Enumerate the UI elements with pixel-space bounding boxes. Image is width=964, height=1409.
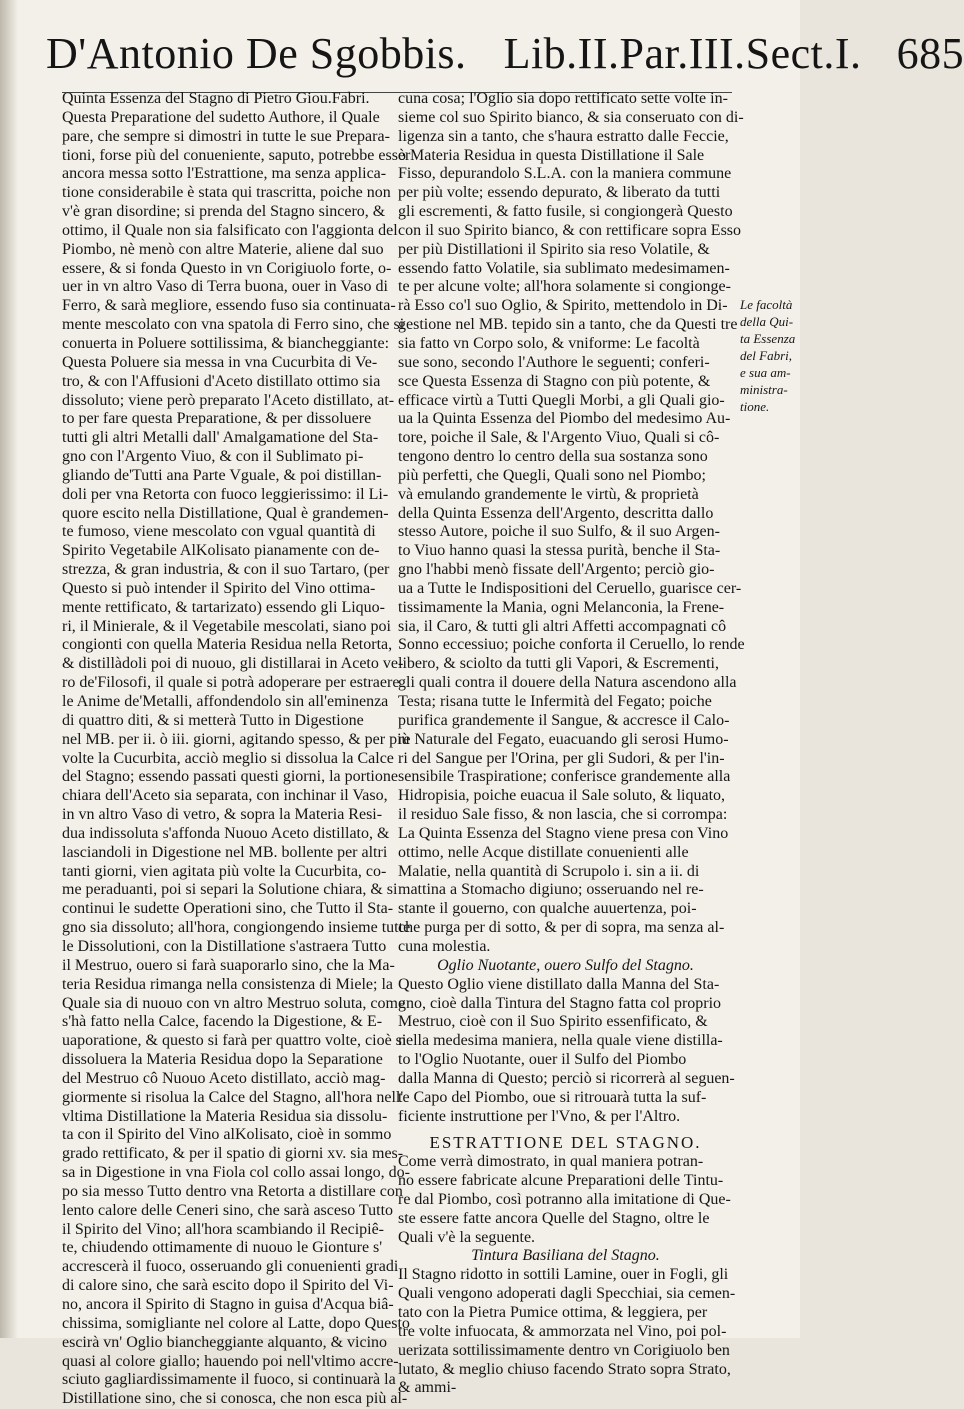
text-line: s'hà fatto nella Calce, facendo la Digestione, & E- [62,1013,383,1031]
text-line: re dal Piombo, così potranno alla imitatione di Que- [398,1190,731,1208]
text-line: v'è gran disordine; si prenda del Stagno sincero, & [62,203,386,221]
page-number: 685 [896,29,964,78]
text-line: to per fare questa Preparatione, & per dissoluere [62,410,372,428]
text-line: ta con il Spirito del Vino alKolisato, cioè in sommo [62,1126,392,1144]
text-line: ottimo, nelle Acque distillate conuenienti alle [398,843,689,861]
text-line: ro de'Filosofi, il quale si potrà adoperare per estraere [62,674,400,692]
margin-note-line: ta Essenza [740,331,796,346]
header-author: D'Antonio De Sgobbis. [46,29,467,78]
text-line: Fisso, depurandolo S.L.A. con la maniera commune [398,165,732,183]
text-line: mattina a Stomacho digiuno; osseruando nel re- [398,881,704,899]
text-line: quore escito nella Distillatione, Qual è grandemen- [62,504,389,522]
text-line: tione considerabile è stata qui trascritta, poiche non [62,184,391,202]
text-line: ste essere fatte ancora Quelle del Stagno, oltre le [398,1209,710,1227]
text-line: Ferro, & sarà megliore, essendo fuso sia continuata- [62,297,396,315]
text-line: il residuo Sale fisso, & non lascia, che si corrompa: [398,806,728,824]
text-line: sensibile Traspiratione; conferisce grandemente alla [398,768,731,786]
text-line: Mestruo, cioè con il Suo Spirito essenfificato, & [398,1013,708,1031]
text-line: Quinta Essenza del Stagno di Pietro Giou.Fabri. [62,90,370,107]
binding-shadow [0,0,18,1338]
text-line: stesso Autore, poiche il suo Sulfo, & il suo Argen- [398,523,720,541]
text-line: le Dissolutioni, con la Distillatione s'astraera Tutto [62,937,387,955]
text-line: Malatie, nella quantità di Scrupolo i. sin a ii. di [398,862,700,880]
text-line: del Stagno; essendo passati questi giorni, la portione [62,768,398,786]
text-line: re Naturale del Fegato, euacuando gli serosi Humo- [398,730,729,748]
text-line: cuna molestia. [398,937,491,955]
text-line: dalla Manna di Questo; perciò si ricorrerà al seguen- [398,1069,735,1087]
text-line: efficace virtù a Tutti Quegli Morbi, a gli Quali gio- [398,391,725,409]
text-line: congionti con quella Materia Residua nella Retorta, [62,636,393,654]
text-line: di quattro diti, & si metterà Tutto in Digestione [62,711,364,729]
text-line: Testa; risana tutte le Infermità del Fegato; poiche [398,693,712,710]
text-line: Questo si può intender il Spirito del Vino ottima- [62,579,376,597]
text-line: mente rettificato, & tartarizato) essendo gli Liquo- [62,598,385,616]
text-line: uer in vn altro Vaso di Terra buona, ouer in Vaso di [62,278,388,296]
text-line: tanti giorni, vien agitata più volte la Cucurbita, co- [62,862,387,880]
margin-note-line: Le facoltà [740,297,793,312]
text-line: uaporatione, & questo si farà per quattro volte, cioè si [62,1032,407,1050]
text-line: il Mestruo, ouero si farà suaporarlo sino, che la Ma- [62,956,395,974]
text-line: te fumoso, viene mescolato con vgual quantità di [62,523,376,541]
text-line: sciuto gagliardissimamente il fuoco, si continuarà la [62,1371,396,1389]
text-line: gli quali contra il douere della Natura ascendono alla [398,674,737,692]
text-line: và emulando grandemente le virtù, & proprietà [398,485,699,503]
text-line: sa in Digestione in vna Fiola col collo assai longo, do- [62,1164,410,1182]
text-line: tre volte infuocata, & ammorzata nel Vino, poi pol- [398,1322,727,1340]
text-line: Spirito Vegetabile AlKolisato pianamente con de- [62,542,380,560]
text-line: nel MB. per ii. ò iii. giorni, agitando spesso, & per più [62,730,410,748]
text-line: Oglio Nuotante, ouero Sulfo del Stagno. [437,956,694,974]
margin-note [740,296,800,415]
text-line: te, chiudendo ottimamente di nuouo le Gionture s' [62,1239,383,1257]
text-line: volte la Cucurbita, acciò meglio si dissolua la Calce [62,749,394,767]
text-line: quasi al colore giallo; hauendo poi nell'vltimo accre- [62,1352,399,1370]
text-line: Piombo, nè menò con altre Materie, aliene dal suo [62,240,384,258]
text-line: essere, & si fonda Questo in vn Corigiuolo forte, o- [62,259,392,277]
text-line: Distillatione sino, che si conosca, che non esca più al- [62,1390,408,1408]
text-line: chissima, somigliante nel colore al Latte, dopo Questo [62,1314,410,1332]
text-line: per più volte; essendo depurato, & liberato da tutti [398,184,721,202]
text-line: gno sia dissoluto; all'hora, congiongendo insieme tutte [62,919,411,937]
text-line: cuna cosa; l'Oglio sia dopo rettificato sette volte in- [398,90,728,107]
text-line: te Capo del Piombo, oue si ritrouarà tutta la suf- [398,1088,707,1106]
text-line: Quali v'è la seguente. [398,1228,536,1246]
text-line: no essere fabricate alcune Preparationi delle Tintu- [398,1172,724,1190]
text-line: Tintura Basiliana del Stagno. [471,1247,660,1265]
text-line: strezza, & gran industria, & con il suo Tartaro, (per [62,561,390,579]
text-line: po sia messo Tutto dentro vna Retorta a distillare con [62,1182,403,1200]
text-line: lasciandoli in Digestione nel MB. bollente per altri [62,843,388,861]
text-line: Questa Preparatione del sudetto Authore, il Quale [62,108,380,126]
text-line: tutti gli altri Metalli dall' Amalgamatione del Sta- [62,429,379,447]
text-line: giormente si risolua la Calce del Stagno, all'hora nell' [62,1088,404,1106]
text-line: conuerta in Poluere sottilissima, & biancheggiante: [62,334,390,352]
text-line: Hidropisia, poiche euacua il Sale soluto, & liquato, [398,787,726,805]
margin-note-line: ministra- [740,382,788,397]
text-line: sia, il Caro, & tutti gli altri Affetti accompagnati cô [398,617,727,635]
text-line: lutato, & meglio chiuso facendo Strato sopra Strato, [398,1360,731,1378]
text-line: dissoluera la Materia Residua dopo la Separatione [62,1051,383,1069]
text-line: in vn altro Vaso di vetro, & sopra la Materia Resi- [62,806,383,824]
text-line: sue sono, secondo l'Authore le seguenti; conferi- [398,353,710,371]
text-line: nella medesima maniera, nella quale viene distilla- [398,1032,723,1050]
text-line: & distillàdoli poi di nuouo, gli distillarai in Aceto ve- [62,655,404,673]
text-line: di calore sino, che sarà escito dopo il Spirito del Vi- [62,1277,394,1295]
text-line: tore, poiche il Sale, & l'Argento Viuo, Quali si cô- [398,429,720,447]
text-line: sieme col suo Spirito bianco, & sia conseruato con di- [398,108,744,126]
text-line: tissimamente la Mania, ogni Melanconia, la Frene- [398,598,725,616]
margin-note-line: del Fabri, [740,348,792,363]
text-line: pare, che sempre si dimostri in tutte le sue Prepara- [62,127,390,145]
text-line: ò Materia Residua in questa Distillatione il Sale [398,146,705,164]
text-line: ua a Tutte le Indispositioni del Ceruello, guarisce cer- [398,579,742,597]
text-line: per più Distillationi il Spirito sia reso Volatile, & [398,240,710,258]
text-line: Quale sia di nuouo con vn altro Mestruo soluta, come [62,994,406,1012]
text-line: escirà vn' Oglio biancheggiante alquanto, & vicino [62,1333,388,1351]
text-line: Sonno eccessiuo; poiche conforta il Ceruello, lo rende [398,636,745,654]
text-line: stante il gouerno, con qualche auuertenza, poi- [398,900,697,918]
text-line: gno, cioè dalla Tintura del Stagno fatta col proprio [398,994,722,1012]
text-line: più perfetti, che Quegli, Quali sono nel Piombo; [398,466,706,484]
text-line: libero, & sciolto da tutti gli Vapori, & Escrementi, [398,655,719,673]
text-line: il Spirito del Vino; all'hora scambiando il Recipiê- [62,1220,385,1238]
text-line: le Anime de'Metalli, affondendolo sin all'eminenza [62,693,389,710]
left-column [62,90,411,1409]
margin-note-line: e sua am- [740,365,791,380]
text-line: tioni, forse più del conueniente, saputo, potrebbe esser [62,146,411,164]
text-line: te per alcune volte; all'hora solamente si congionge- [398,278,731,296]
text-line: chiara dell'Aceto sia separata, con inchinar il Vaso, [62,787,388,805]
text-line: Questa Poluere sia messa in vna Cucurbita di Ve- [62,353,378,371]
text-line: ficiente instruttione per l'Vno, & per l'Altro. [398,1107,681,1125]
margin-note-line: della Qui- [740,314,794,329]
running-header [46,28,964,88]
text-line: che purga per di sotto, & per di sopra, ma senza al- [398,919,725,937]
text-line: tro, & con l'Affusioni d'Aceto distillato ottimo sia [62,372,381,390]
text-line: ri del Sangue per l'Orina, per gli Sudori, & per l'in- [398,749,725,767]
text-line: della Quinta Essenza dell'Argento, descritta dallo [398,504,714,522]
text-line: essendo fatto Volatile, sia sublimato medesimamen- [398,259,730,277]
text-line: ri, il Minierale, & il Vegetabile mescolati, siano poi [62,617,391,635]
text-line: La Quinta Essenza del Stagno viene presa con Vino [398,824,729,842]
text-line: me peraduanti, poi si separi la Solutione chiara, & si [62,881,398,899]
text-line: tato con la Pietra Pumice ottima, & leggiera, per [398,1304,708,1321]
text-line: tengono dentro lo centro della sua sostanza sono [398,448,708,466]
text-line: ua la Quinta Essenza del Piombo del medesimo Au- [398,410,731,428]
text-line: purifica grandemente il Sangue, & accresce il Calo- [398,711,730,729]
text-line: ancora messa sotto l'Estrattione, ma senza applica- [62,165,387,183]
text-line: ottimo, il Quale non sia falsificato con l'aggionta del [62,221,398,239]
text-line: gno con l'Argento Viuo, & con il Sublimato pi- [62,448,364,466]
text-line: grado rettificato, & per il spatio di giorni xv. sia mes- [62,1145,404,1163]
text-line: Come verrà dimostrato, in qual maniera potran- [398,1153,704,1171]
text-line: ligenza sin a tanto, che s'haura estratto dalle Feccie, [398,127,729,145]
text-line: gestione nel MB. tepido sin a tanto, che da Questi tre [398,316,738,334]
text-line: to l'Oglio Nuotante, ouer il Sulfo del Piombo [398,1051,687,1069]
text-line: sce Questa Essenza di Stagno con più potente, & [398,372,711,390]
text-line: Quali vengono adoperati dagli Specchiai, sia cemen- [398,1285,736,1303]
text-line: Il Stagno ridotto in sottili Lamine, ouer in Fogli, gli [398,1266,729,1284]
text-line: doli per vna Retorta con fuoco leggierissimo: il Li- [62,485,389,503]
text-line: accrescerà il fuoco, osseruando gli conuenienti gradi [62,1258,399,1276]
text-line: & ammi- [398,1379,457,1397]
right-column [398,90,745,1398]
text-line: gliando de'Tutti ana Parte Vguale, & poi distillan- [62,466,382,484]
margin-note-line: tione. [740,399,770,414]
text-line: del Mestruo cô Nuouo Aceto distillato, acciò mag- [62,1069,386,1087]
text-line: Questo Oglio viene distillato dalla Manna del Sta- [398,975,720,993]
text-line: gno l'habbi menò fissate dell'Argento; perciò gio- [398,561,715,579]
header-section: Lib.II.Par.III.Sect.I. [503,29,862,78]
text-line: teria Residua rimanga nella consistenza di Miele; la [62,975,393,993]
text-line: lento calore delle Ceneri sino, che sarà asceso Tutto [62,1201,394,1219]
text-line: continui le sudette Operationi sino, che Tutto il Sta- [62,900,394,918]
text-line: dissoluto; viene però preparato l'Aceto distillato, at- [62,391,395,409]
text-line: con il suo Spirito bianco, & con rettificare sopra Esso [398,221,742,239]
text-line: to Viuo hanno quasi la stessa purità, benche il Sta- [398,542,721,560]
text-line: uerizata sottilissimamente dentro vn Corigiuolo ben [398,1341,730,1359]
text-line: vltima Distillatione la Materia Residua sia dissolu- [62,1107,388,1125]
text-line: dua indissoluta s'affonda Nuouo Aceto distillato, & [62,824,390,842]
text-line: ESTRATTIONE DEL STAGNO. [429,1133,702,1153]
text-line: gli escrementi, & fatto fusile, si congiongerà Questo [398,203,733,221]
text-line: no, ancora il Spirito di Stagno in guisa d'Acqua biâ- [62,1296,394,1313]
text-line: mente mescolato con vna spatola di Ferro sino, che si [62,316,405,334]
text-line: rà Esso co'l suo Oglio, & Spirito, mettendolo in Di- [398,297,728,315]
text-line: sia fatto vn Corpo solo, & vniforme: Le facoltà [398,334,700,352]
